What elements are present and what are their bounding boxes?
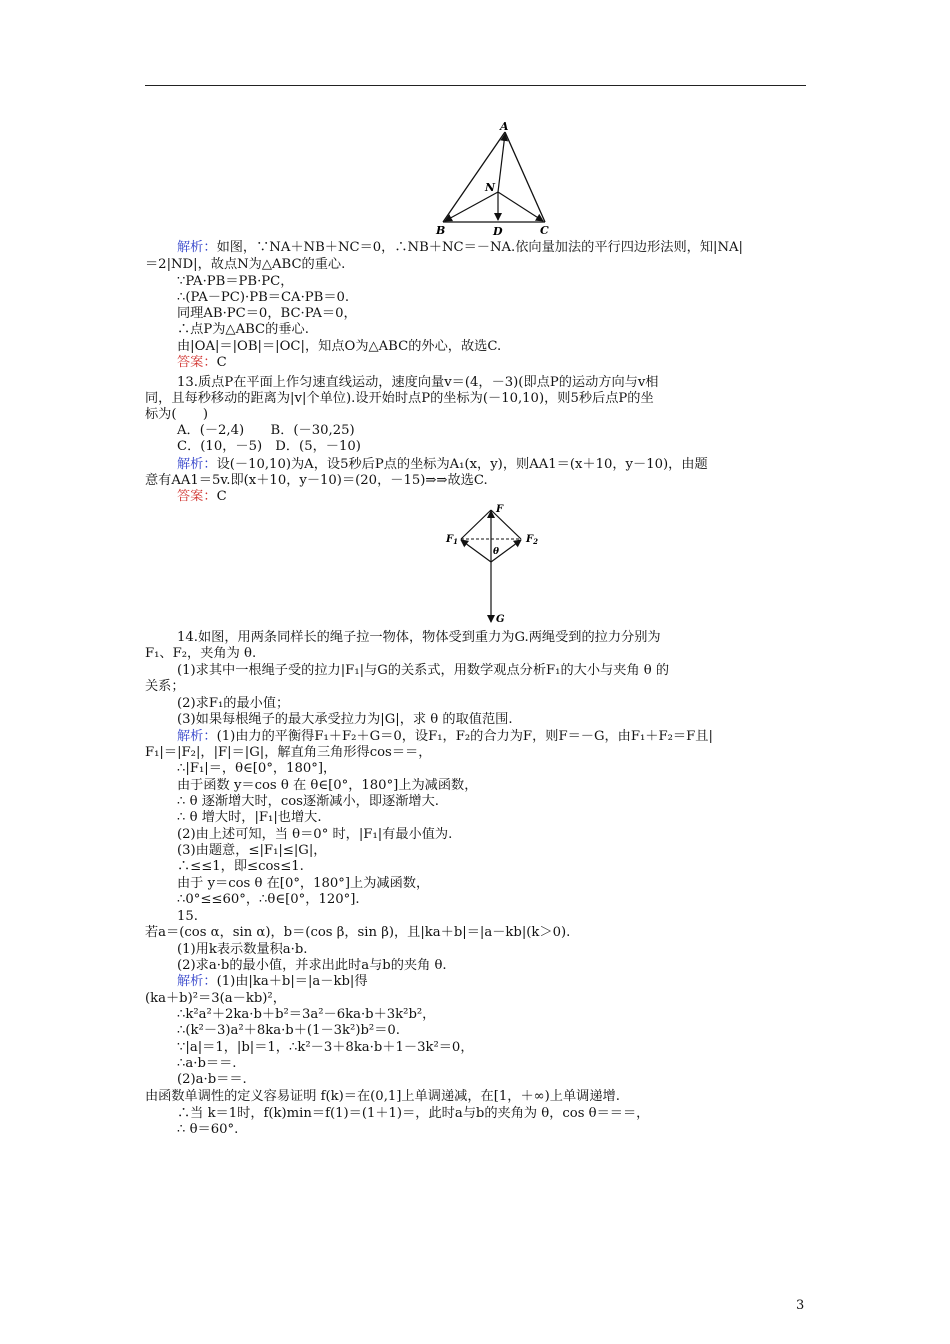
line-text: 关系； xyxy=(145,679,185,694)
line-text: C xyxy=(216,489,227,504)
text-line xyxy=(145,407,208,423)
text-line xyxy=(177,827,452,843)
answer-label: 答案 xyxy=(177,355,204,370)
line-text: F₁、F₂，夹角为 θ. xyxy=(145,646,257,661)
line-text: (2)由上述可知，当 θ＝0° 时，|F₁|有最小值为. xyxy=(177,827,453,842)
line-text: (1)由|ka＋b|＝|a－kb|得 xyxy=(216,974,368,989)
line-text: (2)求F₁的最小值； xyxy=(177,696,290,711)
text-line xyxy=(145,473,488,489)
text-line xyxy=(145,1089,620,1105)
analysis-label: 解析 xyxy=(177,974,204,989)
line-text: ∴(k²－3)a²＋8ka·b＋(1－3k²)b²＝0. xyxy=(177,1023,400,1038)
label-theta: θ xyxy=(493,547,500,557)
label-D: D xyxy=(493,225,503,238)
line-text: ∴k²a²＋2ka·b＋b²＝3a²－6ka·b＋3k²b²， xyxy=(177,1007,436,1022)
text-line xyxy=(177,1072,247,1088)
line-text: C．(10，－5) D．(5，－10) xyxy=(177,439,361,454)
label-B: B xyxy=(436,224,446,237)
line-text: 14.如图，用两条同样长的绳子拉一物体，物体受到重力为G.两绳受到的拉力分别为 xyxy=(177,630,661,645)
force-figure xyxy=(440,498,550,628)
line-text: 若a＝(cos α，sin α)，b＝(cos β，sin β)，且|ka＋b|＝|a－kb|(k＞0). xyxy=(145,925,571,940)
text-line xyxy=(177,761,336,777)
line-text: 由函数单调性的定义容易证明 f(k)＝在(0,1]上单调递减，在[1，＋∞)上单调递增. xyxy=(145,1089,620,1104)
text-line xyxy=(177,794,439,810)
text-line xyxy=(177,1122,238,1138)
label-F2: $F_2$ xyxy=(526,534,538,546)
line-text: (2)求a·b的最小值，并求出此时a与b的夹角 θ. xyxy=(177,958,447,973)
line-text: ∵|a|＝1，|b|＝1，∴k²－3＋8ka·b＋1－3k²＝0， xyxy=(177,1040,474,1055)
text-line xyxy=(177,290,349,306)
line-text: ＝2|ND|，故点N为△ABC的重心. xyxy=(145,257,346,272)
label-colon: ： xyxy=(203,355,217,370)
text-line xyxy=(177,355,227,371)
line-text: (3)由题意，≤|F₁|≤|G|， xyxy=(177,843,327,858)
line-text: 由于 y＝cos θ 在[0°，180°]上为减函数， xyxy=(177,876,430,891)
text-line xyxy=(177,240,743,256)
text-line xyxy=(177,375,658,391)
text-line xyxy=(177,489,227,505)
text-line xyxy=(177,457,708,473)
line-text: 同，且每秒移动的距离为|v|个单位).设开始时点P的坐标为(－10,10)，则5秒后点P的坐 xyxy=(145,391,654,406)
text-line xyxy=(177,942,307,958)
line-text: (2)a·b＝＝. xyxy=(177,1072,247,1087)
label-F: F xyxy=(496,504,504,515)
line-text: ∴ θ＝60°. xyxy=(177,1122,239,1137)
line-text: ∴|F₁|＝，θ∈[0°，180°]， xyxy=(177,761,337,776)
text-line xyxy=(177,958,447,974)
label-C: C xyxy=(540,224,549,237)
line-text: C xyxy=(216,355,227,370)
text-line xyxy=(177,1007,435,1023)
label-colon: ： xyxy=(203,974,217,989)
label-G: G xyxy=(496,614,505,625)
label-N: N xyxy=(485,181,496,194)
line-text: 15. xyxy=(177,909,198,924)
text-line xyxy=(177,1106,649,1122)
line-text: 设(－10,10)为A，设5秒后P点的坐标为A₁(x，y)，则AA1＝(x＋10，y－10)，由题 xyxy=(216,457,708,472)
line-text: ∴ θ 逐渐增大时，cos逐渐减小，即逐渐增大. xyxy=(177,794,439,809)
line-text: ∴(PA－PC)·PB＝CA·PB＝0. xyxy=(177,290,350,305)
text-line xyxy=(145,991,286,1007)
text-line xyxy=(177,859,304,875)
text-line xyxy=(145,391,654,407)
line-text: 标为( ) xyxy=(145,407,209,422)
text-line xyxy=(177,810,322,826)
text-line xyxy=(177,439,361,455)
label-colon: ： xyxy=(203,457,217,472)
line-text: 如图，∵NA＋NB＋NC＝0，∴NB＋NC＝－NA.依向量加法的平行四边形法则，知|NA| xyxy=(216,240,743,255)
text-line xyxy=(145,745,431,761)
line-text: 由|OA|＝|OB|＝|OC|，知点O为△ABC的外心，故选C. xyxy=(177,339,502,354)
line-text: ∴点P为△ABC的垂心. xyxy=(177,322,309,337)
text-line xyxy=(177,274,293,290)
line-text: (ka＋b)²＝3(a－kb)²， xyxy=(145,991,286,1006)
line-text: ∴0°≤≤60°，∴θ∈[0°，120°]. xyxy=(177,892,360,907)
line-text: (1)用k表示数量积a·b. xyxy=(177,942,308,957)
text-line xyxy=(177,423,355,439)
line-text: ∵PA·PB＝PB·PC， xyxy=(177,274,294,289)
label-colon: ： xyxy=(203,729,217,744)
text-line xyxy=(145,257,345,273)
text-line xyxy=(145,679,185,695)
analysis-label: 解析 xyxy=(177,457,204,472)
text-line xyxy=(177,909,198,925)
text-line xyxy=(177,843,326,859)
triangle-figure xyxy=(428,118,558,238)
header-rule xyxy=(145,85,806,86)
line-text: ∴当 k＝1时，f(k)min＝f(1)＝(1＋1)＝，此时a与b的夹角为 θ，cos θ＝＝＝， xyxy=(177,1106,650,1121)
line-text: (3)如果每根绳子的最大承受拉力为|G|，求 θ 的取值范围. xyxy=(177,712,513,727)
answer-label: 答案 xyxy=(177,489,204,504)
label-F1: $F_1$ xyxy=(446,534,458,546)
text-line xyxy=(177,778,477,794)
line-text: (1)求其中一根绳子受的拉力|F₁|与G的关系式，用数学观点分析F₁的大小与夹角 θ 的 xyxy=(177,663,670,678)
text-line xyxy=(177,322,309,338)
text-line xyxy=(145,646,256,662)
text-line xyxy=(177,1040,474,1056)
line-text: (1)由力的平衡得F₁＋F₂＋G＝0，设F₁，F₂的合力为F，则F＝－G，由F₁＋F₂＝F且| xyxy=(216,729,713,744)
line-text: 13.质点P在平面上作匀速直线运动，速度向量v＝(4，－3)(即点P的运动方向与v相 xyxy=(177,375,659,390)
line-text: ∴≤≤1，即≤cos≤1. xyxy=(177,859,304,874)
text-line xyxy=(177,712,513,728)
text-line xyxy=(177,1056,236,1072)
text-line xyxy=(177,306,357,322)
analysis-label: 解析 xyxy=(177,240,204,255)
line-text: A．(－2,4) B．(－30,25) xyxy=(177,423,355,438)
text-line xyxy=(145,925,570,941)
text-line xyxy=(177,630,661,646)
label-A: A xyxy=(500,120,509,133)
analysis-label: 解析 xyxy=(177,729,204,744)
text-line xyxy=(177,339,501,355)
text-line xyxy=(177,729,713,745)
label-colon: ： xyxy=(203,489,217,504)
line-text: F₁|＝|F₂|，|F|＝|G|，解直角三角形得cos＝＝， xyxy=(145,745,432,760)
text-line xyxy=(177,876,429,892)
line-text: ∴a·b＝＝. xyxy=(177,1056,237,1071)
line-text: 同理AB·PC＝0，BC·PA＝0， xyxy=(177,306,357,321)
label-colon: ： xyxy=(203,240,217,255)
line-text: ∴ θ 增大时，|F₁|也增大. xyxy=(177,810,322,825)
line-text: 由于函数 y＝cos θ 在 θ∈[0°，180°]上为减函数， xyxy=(177,778,478,793)
line-text: 意有AA1＝5v.即(x＋10，y－10)＝(20，－15)⇒⇒故选C. xyxy=(145,473,488,488)
page-number: 3 xyxy=(796,1298,805,1313)
text-line xyxy=(177,1023,400,1039)
text-line xyxy=(177,892,360,908)
text-line xyxy=(177,974,368,990)
text-line xyxy=(177,696,289,712)
text-line xyxy=(177,663,669,679)
